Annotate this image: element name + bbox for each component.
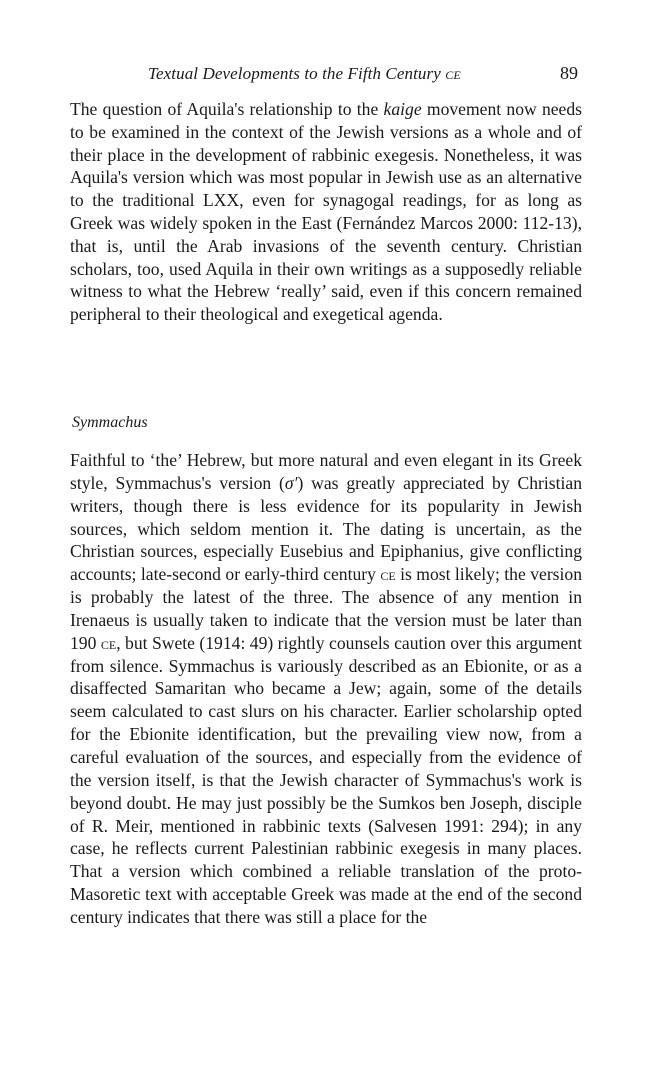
paragraph-aquila bbox=[70, 98, 582, 326]
text-run: movement now needs to be examined in the context of the Jewish versions as a whole and of their place in the development of rabbinic exegesis. Nonetheless, it was Aquila's version which was most popular in Jewish use as an alternative to the traditional LXX, even for synagogal readings, for as long as Greek was widely spoken in the East (Fernández Marcos 2000: 112-13), that is, until the Arab invasions of the seventh century. Christian scholars, too, used Aquila in their own writings as a supposedly reliable witness to what the Hebrew ‘really’ said, even if this concern remained peripheral to their theological and exegetical agenda. bbox=[70, 99, 583, 325]
era-abbreviation: ce bbox=[100, 632, 117, 653]
text-run: The question of Aquila's relationship to the bbox=[70, 99, 384, 119]
italic-term-kaige: kaige bbox=[383, 99, 422, 119]
running-title-era: ce bbox=[445, 64, 461, 83]
text-run: , but Swete (1914: 49) rightly counsels caution over this argument from silence. Symmachus is variously described as an Ebionite, or as a disaffected Samaritan who became a Jew; again, some of the details seem calculated to cast slurs on his character. Earlier scholarship opted for the Ebionite identification, but the prevailing view now, from a careful evaluation of the sources, and especially from the evidence of the version itself, is that the Jewish character of Symmachus's work is beyond doubt. He may just possibly be the Sumkos ben Joseph, disciple of R. Meir, mentioned in rabbinic texts (Salvesen 1991: 294); in any case, he reflects current Palestinian rabbinic exegesis in many places. That a version which combined a reliable translation of the proto-Masoretic text with acceptable Greek was made at the end of the second century indicates that there was still a place for the bbox=[70, 632, 582, 927]
text-run: Faithful to ‘the’ Hebrew, but more natural and even elegant in its Greek style, Symmachus's version ( bbox=[70, 450, 582, 493]
text-run: ) was greatly appreciated by Christian writers, though there is less evidence for its popularity in Jewish sources, which seldom mention it. The dating is uncertain, as the Christian sources, especially Eusebius and Epiphanius, give conflicting accounts; late-second or early-third century bbox=[70, 472, 582, 585]
running-title-text: Textual Developments to the Fifth Century bbox=[148, 64, 441, 83]
sigma-siglum: σ′ bbox=[284, 472, 298, 493]
running-head bbox=[0, 64, 650, 88]
paragraph-text bbox=[70, 449, 582, 929]
running-title bbox=[148, 64, 461, 84]
text-run: is most likely; the version is probably the latest of the three. The absence of any mention in Irenaeus is usually taken to indicate that the version must be later than 190 bbox=[70, 564, 583, 653]
paragraph-text bbox=[70, 98, 582, 326]
paragraph-symmachus bbox=[70, 449, 582, 929]
era-abbreviation: ce bbox=[380, 564, 396, 585]
page-number: 89 bbox=[560, 63, 578, 83]
section-heading: Symmachus bbox=[72, 414, 148, 431]
